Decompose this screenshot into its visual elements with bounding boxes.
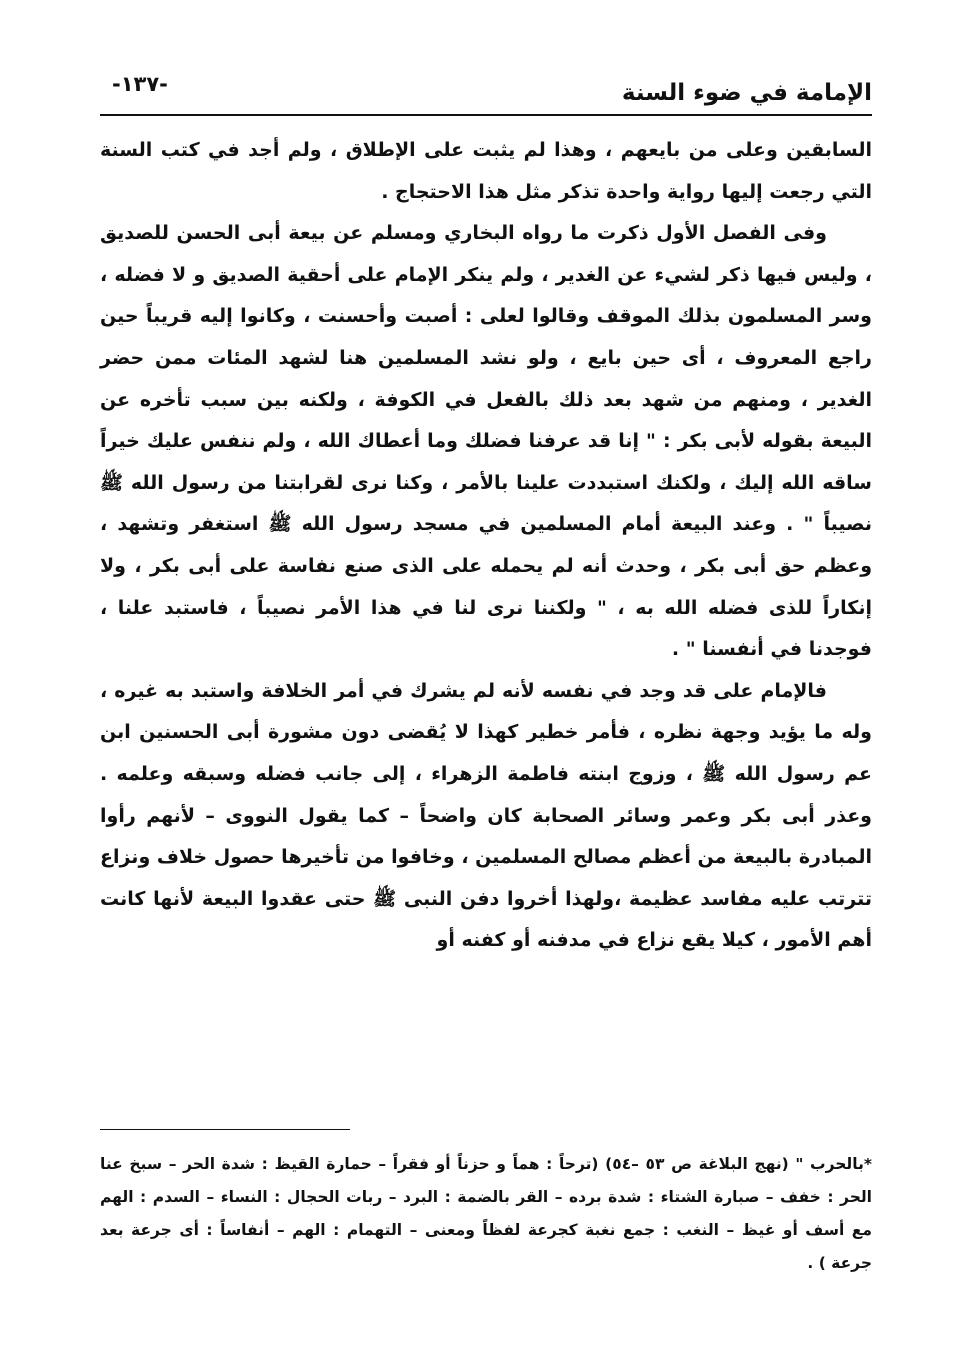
header-divider bbox=[100, 114, 872, 116]
main-text bbox=[100, 130, 872, 962]
footnote-divider bbox=[100, 1129, 350, 1130]
page-header bbox=[100, 66, 872, 112]
running-title: الإمامة في ضوء السنة bbox=[621, 80, 872, 106]
footnote bbox=[100, 1148, 872, 1280]
paragraph: وفى الفصل الأول ذكرت ما رواه البخاري ومسلم عن بيعة أبى الحسن للصديق ، وليس فيها ذكر لشيء عن الغدير ، ولم ينكر الإمام على أحقية الصديق و لا فضله ، وسر المسلمون بذلك الموقف وقالوا لعلى : أصبت وأحسنت ، وكانوا إليه قريباً حين راجع المعروف ، أى حين بايع ، ولو نشد المسلمين هنا لشهد المئات ممن حضر الغدير ، ومنهم من شهد بعد ذلك بالفعل في الكوفة ، ولكنه بين سبب تأخره عن البيعة بقوله لأبى بكر : " إنا قد عرفنا فضلك وما أعطاك الله ، ولم ننفس عليك خيراً ساقه الله إليك ، ولكنك استبددت علينا بالأمر ، وكنا نرى لقرابتنا من رسول الله ﷺ نصيباً " . وعند البيعة أمام المسلمين في مسجد رسول الله ﷺ استغفر وتشهد ، وعظم حق أبى بكر ، وحدث أنه لم يحمله على الذى صنع نفاسة على أبى بكر ، ولا إنكاراً للذى فضله الله به ، " ولكننا نرى لنا في هذا الأمر نصيباً ، فاستبد علنا ، فوجدنا في أنفسنا " . bbox=[100, 222, 872, 661]
paragraph-continuation: السابقين وعلى من بايعهم ، وهذا لم يثبت على الإطلاق ، ولم أجد في كتب السنة التي رجعت إليها رواية واحدة تذكر مثل هذا الاحتجاج . bbox=[100, 139, 872, 203]
footnote-text: *بالحرب " (نهج البلاغة ص ٥٣ –٥٤) (ترحاً : هماً و حزناً أو فقراً – حمارة القيظ : شدة الحر – سبخ عنا الحر : خفف – صبارة الشتاء : شدة برده – القر بالضمة : البرد – ربات الحجال : النساء – السدم : الهم مع أسف أو غيظ – النغب : جمع نغبة كجرعة لفظاً ومعنى – التهمام : الهم – أنفاساً : أى جرعة بعد جرعة ) . bbox=[100, 1155, 873, 1272]
page-number: -١٣٧- bbox=[112, 72, 168, 96]
paragraph: فالإمام على قد وجد في نفسه لأنه لم يشرك في أمر الخلافة واستبد به غيره ، وله ما يؤيد وجهة نظره ، فأمر خطير كهذا لا يُقضى دون مشورة أبى الحسنين ابن عم رسول الله ﷺ ، وزوج ابنته فاطمة الزهراء ، إلى جانب فضله وسبقه وعلمه . وعذر أبى بكر وعمر وسائر الصحابة كان واضحاً – كما يقول النووى – لأنهم رأوا المبادرة بالبيعة من أعظم مصالح المسلمين ، وخافوا من تأخيرها حصول خلاف ونزاع تترتب عليه مفاسد عظيمة ،ولهذا أخروا دفن النبى ﷺ حتى عقدوا البيعة لأنها كانت أهم الأمور ، كيلا يقع نزاع في مدفنه أو كفنه أو bbox=[100, 679, 872, 952]
